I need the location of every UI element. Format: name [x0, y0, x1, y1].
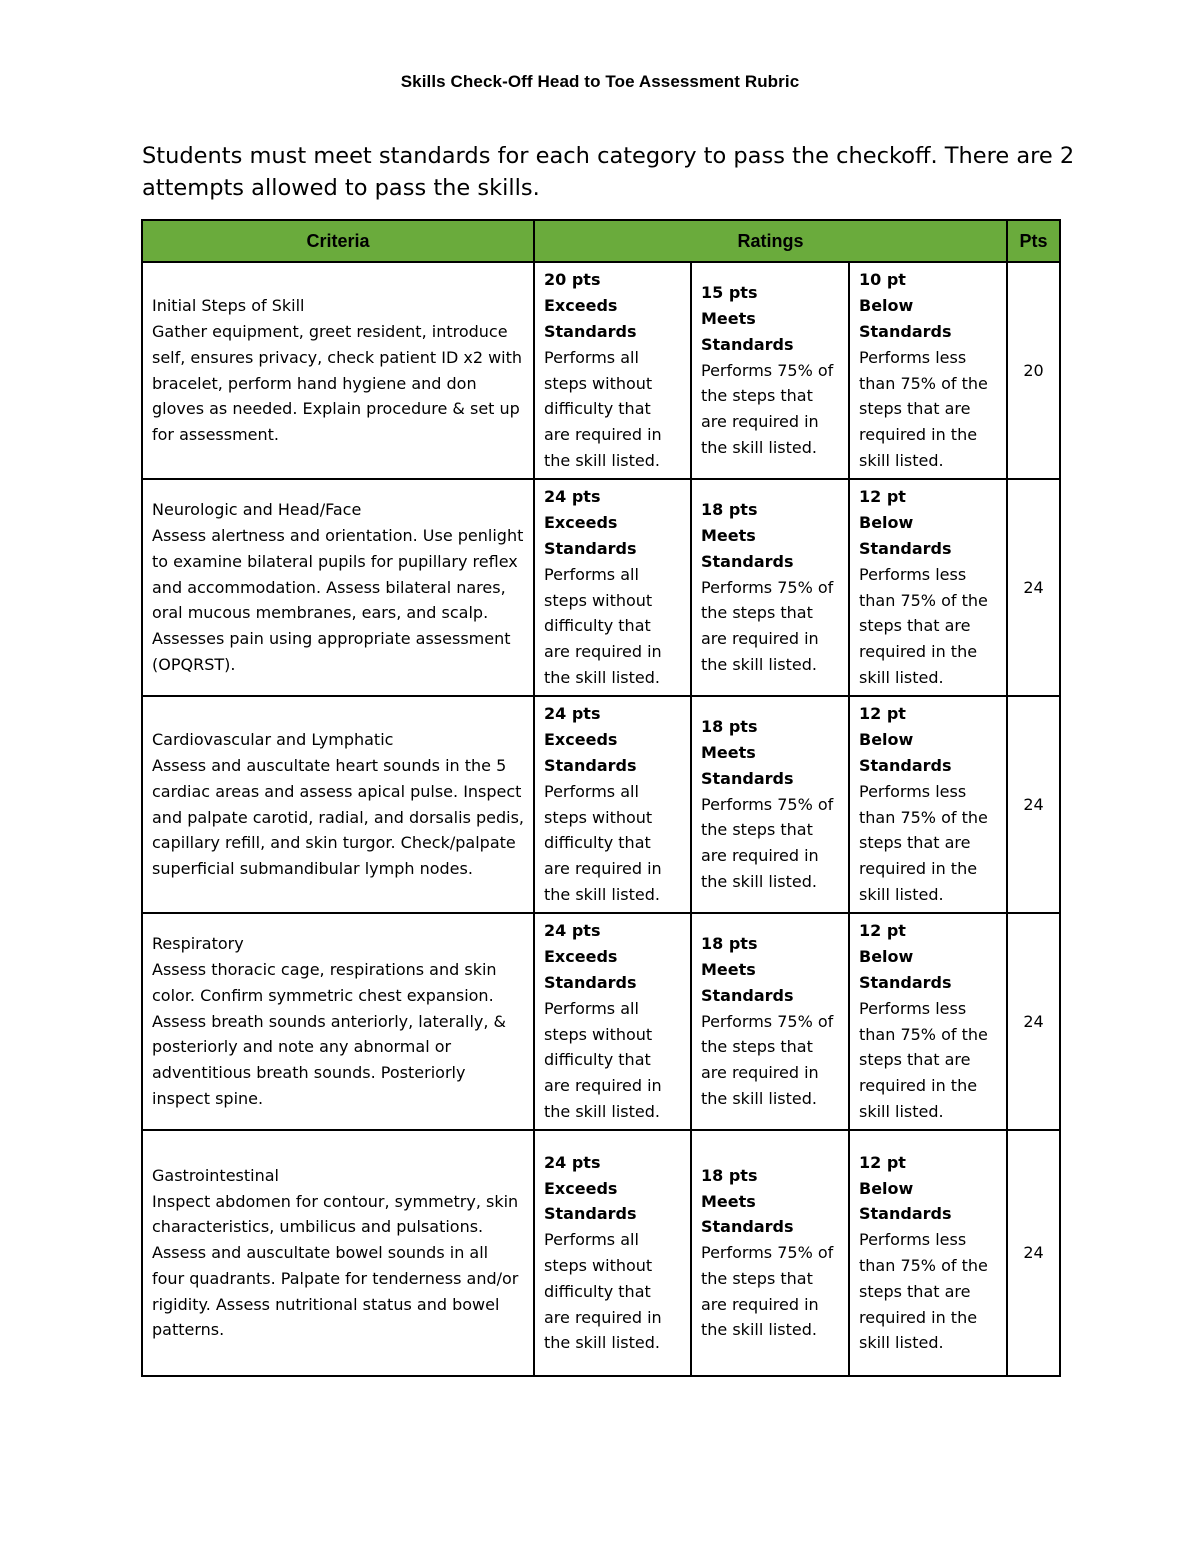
- table-row: [142, 696, 1060, 913]
- criteria-description: Gather equipment, greet resident, introduce self, ensures privacy, check patient ID x2 with bracelet, perform hand hygiene and don gloves as needed. Explain procedure & set up for assessment.: [152, 321, 523, 445]
- rating-cell-below: [849, 1130, 1007, 1376]
- rating-cell-exceeds: [534, 262, 691, 479]
- rating-points: 12 pt: [859, 1152, 906, 1172]
- criteria-cell: [142, 1130, 534, 1376]
- rating-description: Performs less than 75% of the steps that are required in the skill listed.: [859, 781, 988, 904]
- rating-cell-exceeds: [534, 479, 691, 696]
- criteria-name: Cardiovascular and Lymphatic: [152, 730, 394, 750]
- rating-description: Performs all steps without difficulty that are required in the skill listed.: [544, 998, 662, 1121]
- criteria-name: Neurologic and Head/Face: [152, 500, 362, 520]
- rating-description: Performs all steps without difficulty that are required in the skill listed.: [544, 781, 662, 904]
- rating-points: 15 pts: [701, 283, 758, 303]
- rating-points: 24 pts: [544, 1152, 601, 1172]
- intro-paragraph: Students must meet standards for each category to pass the checkoff. There are 2 attempts allowed to pass the skills.: [142, 143, 1075, 201]
- rating-description: Performs 75% of the steps that are required in the skill listed.: [701, 577, 834, 674]
- rating-description: Performs less than 75% of the steps that are required in the skill listed.: [859, 998, 988, 1121]
- rating-description: Performs less than 75% of the steps that are required in the skill listed.: [859, 347, 988, 470]
- criteria-description: Inspect abdomen for contour, symmetry, skin characteristics, umbilicus and pulsations. Assess and auscultate bowel sounds in all four quadrants. Palpate for tenderness and/or rigidity. Assess nutritional status and bowel patterns.: [152, 1191, 519, 1340]
- rating-label: Exceeds Standards: [544, 296, 637, 341]
- table-row: [142, 1130, 1060, 1376]
- criteria-cell: [142, 262, 534, 479]
- rating-description: Performs 75% of the steps that are required in the skill listed.: [701, 1243, 834, 1340]
- criteria-cell: [142, 913, 534, 1130]
- rating-label: Meets Standards: [701, 743, 794, 788]
- criteria-description: Assess thoracic cage, respirations and skin color. Confirm symmetric chest expansion. Assess breath sounds anteriorly, laterally, & posteriorly and note any abnormal or adventitious breath sounds. Posteriorly inspect spine.: [152, 960, 507, 1108]
- rating-label: Meets Standards: [701, 309, 794, 354]
- rating-label: Exceeds Standards: [544, 730, 637, 775]
- rating-label: Meets Standards: [701, 1191, 794, 1237]
- rating-points: 10 pt: [859, 270, 906, 290]
- rating-cell-exceeds: [534, 1130, 691, 1376]
- header-ratings: Ratings: [534, 220, 1007, 262]
- rating-description: Performs all steps without difficulty that are required in the skill listed.: [544, 1230, 662, 1353]
- header-pts: Pts: [1007, 220, 1060, 262]
- rating-cell-meets: [691, 696, 849, 913]
- criteria-cell: [142, 479, 534, 696]
- criteria-name: Respiratory: [152, 934, 244, 954]
- rating-cell-meets: [691, 913, 849, 1130]
- rating-points: 18 pts: [701, 1165, 758, 1185]
- rating-description: Performs 75% of the steps that are required in the skill listed.: [701, 360, 834, 457]
- table-row: [142, 913, 1060, 1130]
- criteria-name: Gastrointestinal: [152, 1165, 279, 1185]
- table-row: [142, 479, 1060, 696]
- rating-points: 18 pts: [701, 717, 758, 737]
- rating-points: 12 pt: [859, 921, 906, 941]
- rating-label: Below Standards: [859, 296, 952, 341]
- criteria-name: Initial Steps of Skill: [152, 296, 305, 316]
- rating-points: 24 pts: [544, 487, 601, 507]
- rating-label: Exceeds Standards: [544, 513, 637, 558]
- rating-points: 24 pts: [544, 704, 601, 724]
- rating-label: Exceeds Standards: [544, 947, 637, 992]
- rating-label: Meets Standards: [701, 526, 794, 571]
- points-total: 24: [1007, 1130, 1060, 1376]
- rating-cell-meets: [691, 1130, 849, 1376]
- points-total: 20: [1007, 262, 1060, 479]
- criteria-description: Assess and auscultate heart sounds in the 5 cardiac areas and assess apical pulse. Inspect and palpate carotid, radial, and dorsalis pedis, capillary refill, and skin turgor. Check/palpate superficial submandibular lymph nodes.: [152, 755, 525, 879]
- rating-cell-below: [849, 262, 1007, 479]
- rating-label: Below Standards: [859, 730, 952, 775]
- rating-description: Performs all steps without difficulty that are required in the skill listed.: [544, 347, 662, 470]
- points-total: 24: [1007, 479, 1060, 696]
- rating-points: 12 pt: [859, 487, 906, 507]
- rating-description: Performs 75% of the steps that are required in the skill listed.: [701, 1011, 834, 1108]
- rating-cell-exceeds: [534, 913, 691, 1130]
- points-total: 24: [1007, 913, 1060, 1130]
- rating-cell-exceeds: [534, 696, 691, 913]
- rating-label: Below Standards: [859, 1178, 952, 1224]
- header-row: [142, 220, 1060, 262]
- header-criteria: Criteria: [142, 220, 534, 262]
- document-title: Skills Check-Off Head to Toe Assessment Rubric: [400, 72, 800, 91]
- rating-cell-below: [849, 479, 1007, 696]
- rating-label: Meets Standards: [701, 960, 794, 1005]
- rating-points: 24 pts: [544, 921, 601, 941]
- rating-description: Performs less than 75% of the steps that are required in the skill listed.: [859, 564, 988, 687]
- rating-cell-meets: [691, 479, 849, 696]
- rating-description: Performs 75% of the steps that are required in the skill listed.: [701, 794, 834, 891]
- rating-description: Performs less than 75% of the steps that are required in the skill listed.: [859, 1230, 988, 1353]
- rating-cell-meets: [691, 262, 849, 479]
- table-row: [142, 262, 1060, 479]
- rating-points: 18 pts: [701, 934, 758, 954]
- rating-label: Below Standards: [859, 947, 952, 992]
- criteria-cell: [142, 696, 534, 913]
- rating-description: Performs all steps without difficulty that are required in the skill listed.: [544, 564, 662, 687]
- rubric-table: [141, 219, 1061, 1377]
- points-total: 24: [1007, 696, 1060, 913]
- rating-points: 18 pts: [701, 500, 758, 520]
- rating-label: Exceeds Standards: [544, 1178, 637, 1224]
- rating-cell-below: [849, 913, 1007, 1130]
- rating-points: 20 pts: [544, 270, 601, 290]
- rating-label: Below Standards: [859, 513, 952, 558]
- rating-points: 12 pt: [859, 704, 906, 724]
- criteria-description: Assess alertness and orientation. Use penlight to examine bilateral pupils for pupillary reflex and accommodation. Assess bilateral nares, oral mucous membranes, ears, and scalp. Assesses pain using appropriate assessment (OPQRST).: [152, 526, 524, 674]
- rating-cell-below: [849, 696, 1007, 913]
